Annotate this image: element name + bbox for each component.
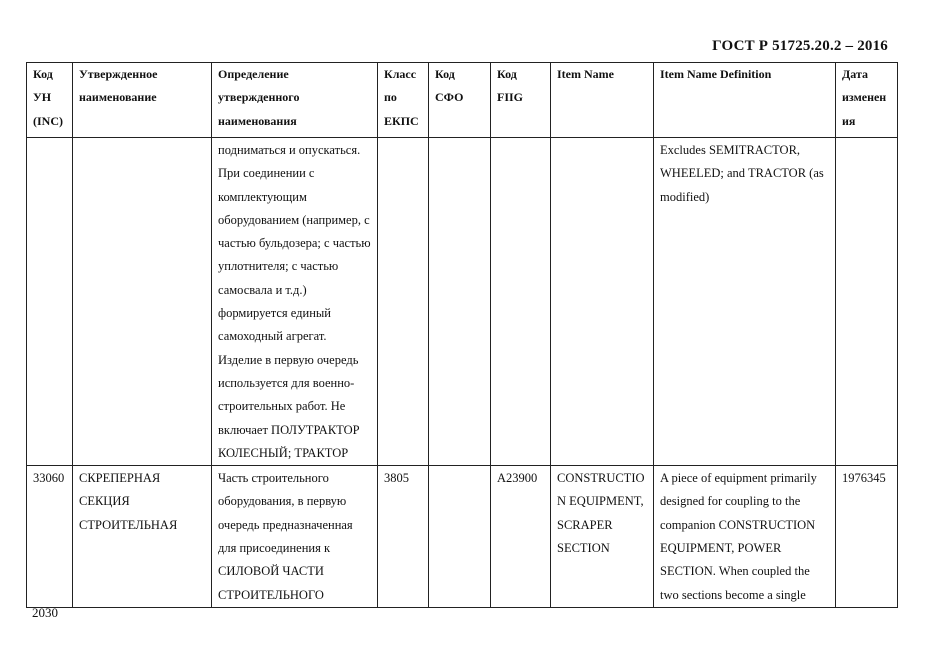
- table-row: [27, 466, 898, 608]
- cell-definition: Часть строительного оборудования, в первую очередь предназначенная для присоединения к СИЛОВОЙ ЧАСТИ СТРОИТЕЛЬНОГО: [212, 466, 378, 608]
- column-header-class: Класс по ЕКПС: [378, 63, 429, 138]
- cell-approved-name: СКРЕПЕРНАЯ СЕКЦИЯ СТРОИТЕЛЬНАЯ: [73, 466, 212, 608]
- cell-change-date: [836, 138, 898, 466]
- cell-definition: подниматься и опускаться. При соединении с комплектующим оборудованием (например, с частью бульдозера; с частью уплотнителя; с частью самосвала и т.д.) формируется единый самоходный агрегат. Изделие в первую очередь используется для военно-строительных работ. Не включает ПОЛУТРАКТОР КОЛЕСНЫЙ; ТРАКТОР: [212, 138, 378, 466]
- table-header-row: [27, 63, 898, 138]
- cell-fiig: A23900: [491, 466, 551, 608]
- column-header-definition: Определение утвержденного наименования: [212, 63, 378, 138]
- document-header: ГОСТ Р 51725.20.2 – 2016: [712, 38, 888, 54]
- column-header-item-name-definition: Item Name Definition: [654, 63, 836, 138]
- cell-inc: 33060: [27, 466, 73, 608]
- page-number: 2030: [32, 605, 58, 620]
- cell-item-name: CONSTRUCTION EQUIPMENT, SCRAPER SECTION: [551, 466, 654, 608]
- cell-class: 3805: [378, 466, 429, 608]
- column-header-fiig: Код FIIG: [491, 63, 551, 138]
- cell-approved-name: [73, 138, 212, 466]
- column-header-change-date: Дата изменения: [836, 63, 898, 138]
- cell-change-date: 1976345: [836, 466, 898, 608]
- cell-class: [378, 138, 429, 466]
- classification-table: [26, 62, 898, 608]
- column-header-sfo: Код СФО: [429, 63, 491, 138]
- column-header-approved-name: Утвержденное наименование: [73, 63, 212, 138]
- cell-fiig: [491, 138, 551, 466]
- cell-item-name: [551, 138, 654, 466]
- column-header-inc: Код УН (INC): [27, 63, 73, 138]
- cell-sfo: [429, 466, 491, 608]
- cell-sfo: [429, 138, 491, 466]
- cell-item-name-definition: A piece of equipment primarily designed for coupling to the companion CONSTRUCTION EQUIPMENT, POWER SECTION. When coupled the two sections become a single: [654, 466, 836, 608]
- column-header-item-name: Item Name: [551, 63, 654, 138]
- cell-item-name-definition: Excludes SEMITRACTOR, WHEELED; and TRACTOR (as modified): [654, 138, 836, 466]
- cell-inc: [27, 138, 73, 466]
- table-row: [27, 138, 898, 466]
